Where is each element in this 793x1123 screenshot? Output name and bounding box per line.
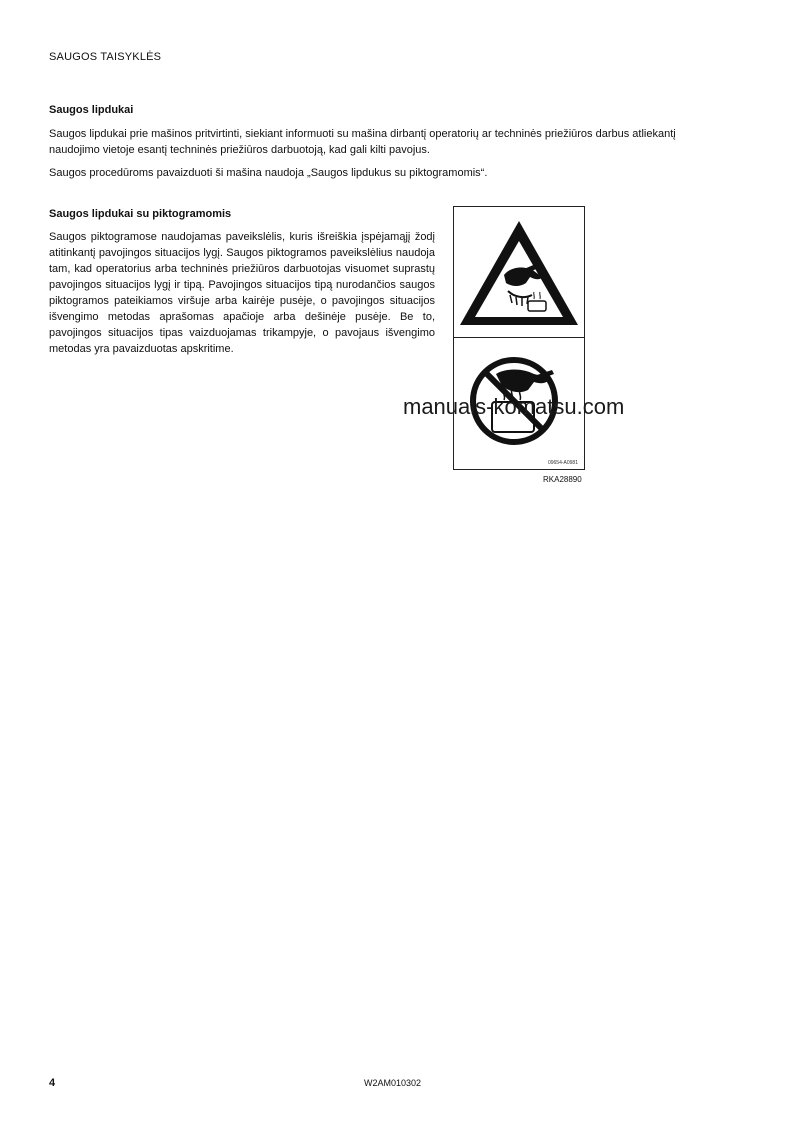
section-heading-safety-labels: Saugos lipdukai: [49, 104, 134, 116]
page-header: SAUGOS TAISYKLĖS: [49, 51, 162, 63]
section-heading-pictograms: Saugos lipdukai su piktogramomis: [49, 208, 232, 220]
hazard-triangle-icon: [454, 207, 584, 335]
figure-part-code: 09654-A0981: [547, 460, 578, 466]
watermark: manuals-komatsu.com: [403, 394, 625, 419]
paragraph-safety-labels-intro: Saugos lipdukai prie mašinos pritvirtinti, siekiant informuoti su mašina dirbantį operatorių ar techninės priežiūros darbus atliekantį naudojimo vietoje esantį techninės priežiūros darbuotoją, kad gali kilti pavojus.: [49, 128, 676, 156]
safety-label-figure: [453, 206, 585, 470]
paragraph-pictograms-explanation: Saugos piktogramose naudojamas paveikslėlis, kuris išreiškia įspėjamąjį žodį atitinkantį pavojingos situacijos lygį. Saugos piktogramos paveikslėlius naudoja tam, kad operatorius arba techninės priežiūros darbuotojas visuomet suprastų pavojingos situacijos lygį ir tipą. Pavojingos situacijos tipą nurodančios saugos piktogramos pateikiamos viršuje arba kairėje pusėje, o pavojingos situacijos išvengimo metodas aprašomas apačioje arba dešinėje pusėje. Be to, pavojingos situacijos tipas vaizduojamas trikampyje, o pavojaus išvengimo metodas yra pavaizduotas apskritime.: [49, 231, 435, 355]
figure-code: RKA28890: [543, 475, 582, 484]
page-number: 4: [49, 1077, 56, 1089]
paragraph-safety-labels-pictograms: Saugos procedūroms pavaizduoti ši mašina naudoja „Saugos lipdukus su piktogramomis“.: [49, 167, 488, 179]
document-code: W2AM010302: [364, 1078, 422, 1088]
